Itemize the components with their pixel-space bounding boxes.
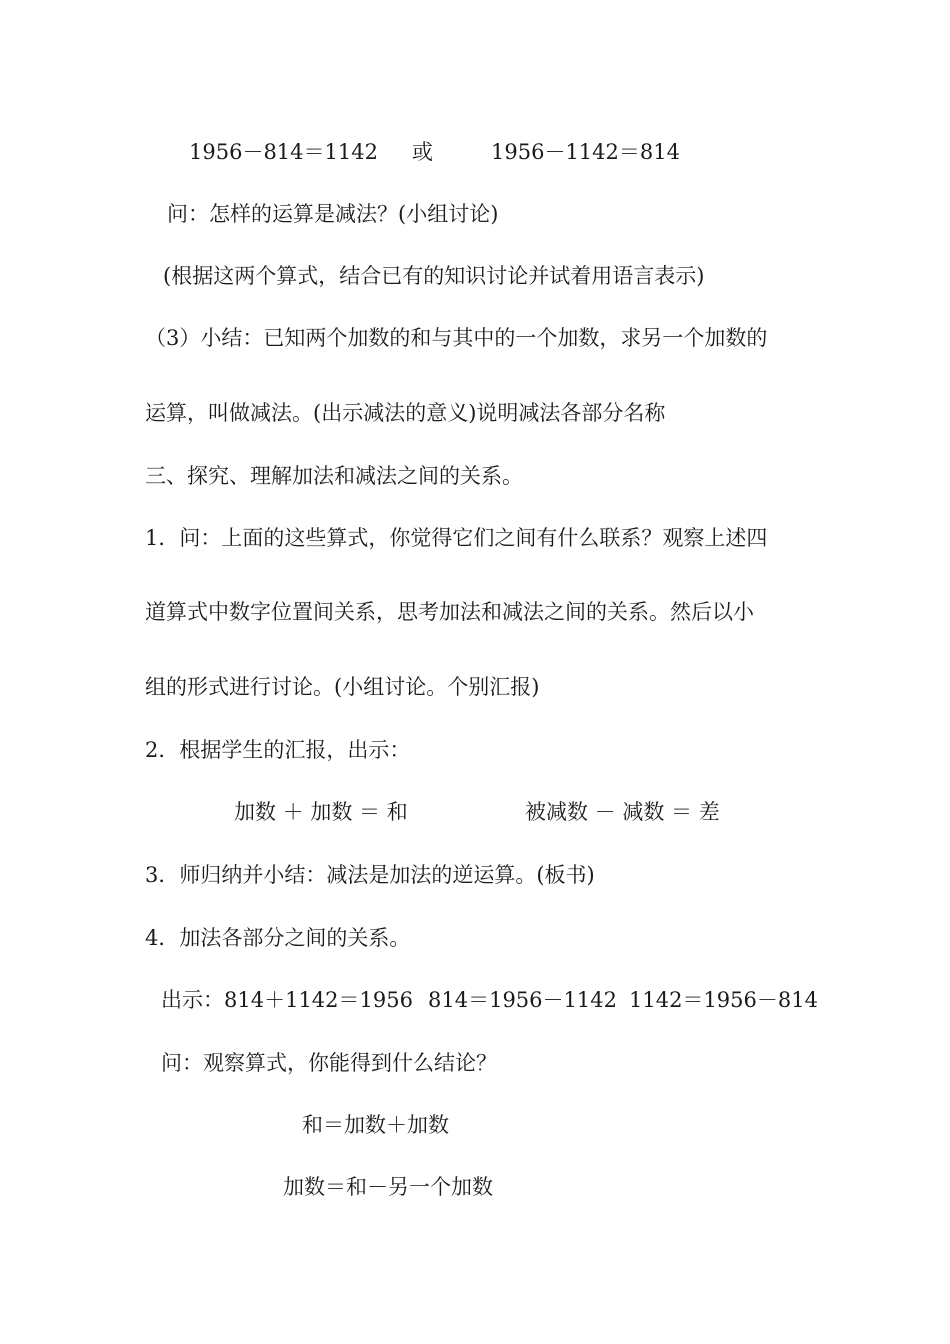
equation-right: 1956－1142＝814 [491, 140, 680, 164]
item-1-line-2: 道算式中数字位置间关系，思考加法和减法之间的关系。然后以小 [145, 600, 754, 624]
or-word: 或 [412, 140, 433, 164]
formula-addition: 加数 ＋ 加数 ＝ 和 [234, 800, 408, 824]
item-2: 2．根据学生的汇报，出示： [145, 738, 411, 762]
show-equation-c: 1142＝1956－814 [629, 988, 818, 1012]
conclusion-addend: 加数＝和－另一个加数 [283, 1175, 493, 1199]
question-hint: (根据这两个算式，结合已有的知识讨论并试着用语言表示) [163, 264, 705, 288]
section-heading: 三、探究、理解加法和减法之间的关系。 [145, 464, 523, 488]
show-equation-a: 出示：814＋1142＝1956 [161, 988, 413, 1012]
show-equation-b: 814＝1956－1142 [428, 988, 617, 1012]
item-1-line-3: 组的形式进行讨论。(小组讨论。个别汇报) [145, 675, 540, 699]
equation-left: 1956－814＝1142 [189, 140, 378, 164]
item-4: 4．加法各部分之间的关系。 [145, 926, 411, 950]
question-subtraction: 问：怎样的运算是减法？(小组讨论) [167, 202, 499, 226]
conclusion-sum: 和＝加数＋加数 [302, 1113, 449, 1137]
formula-subtraction: 被减数 － 减数 ＝ 差 [525, 800, 720, 824]
item-3: 3．师归纳并小结：减法是加法的逆运算。(板书) [145, 863, 595, 887]
summary-line-2: 运算，叫做减法。(出示减法的意义)说明减法各部分名称 [145, 401, 666, 425]
question-conclusion: 问：观察算式，你能得到什么结论？ [161, 1051, 497, 1075]
summary-line-1: （3）小结：已知两个加数的和与其中的一个加数，求另一个加数的 [145, 326, 768, 350]
item-1-line-1: 1．问：上面的这些算式，你觉得它们之间有什么联系？观察上述四 [145, 526, 768, 550]
